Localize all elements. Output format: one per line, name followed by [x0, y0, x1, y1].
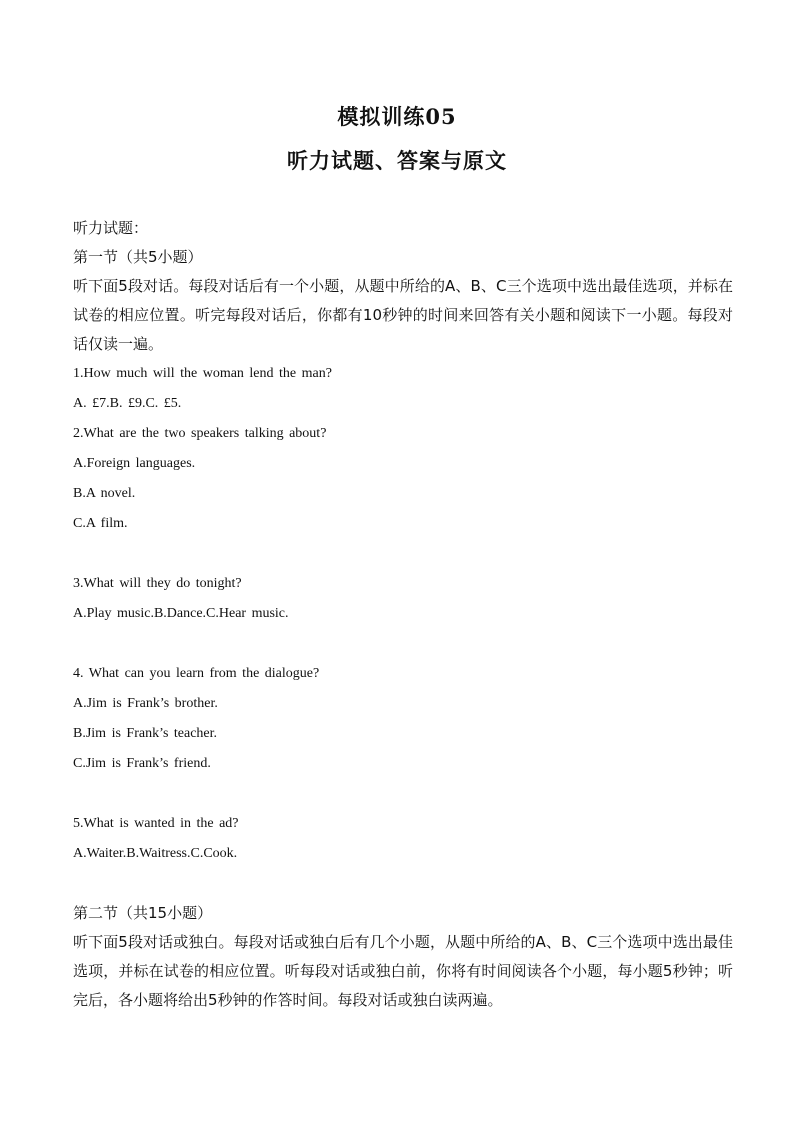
q1-question: 1.How much will the woman lend the man? [73, 366, 332, 381]
q5-question: 5.What is wanted in the ad? [73, 816, 239, 831]
q3-options: A.Play music.B.Dance.C.Hear music. [73, 606, 289, 621]
part2-heading: 第二节（共15小题） [73, 904, 213, 922]
q4-option-a: A.Jim is Frank’s brother. [73, 696, 218, 711]
document-body [73, 214, 733, 1015]
part1-heading: 第一节（共5小题） [73, 248, 203, 266]
q4-question: 4. What can you learn from the dialogue? [73, 666, 320, 681]
document-title: 模拟训练05 [337, 104, 457, 129]
blank-line [73, 539, 733, 569]
q3-question: 3.What will they do tonight? [73, 576, 242, 591]
q5-options: A.Waiter.B.Waitress.C.Cook. [73, 846, 238, 861]
q4-option-b: B.Jim is Frank’s teacher. [73, 726, 218, 741]
part1-instructions: 听下面5段对话。每段对话后有一个小题，从题中所给的A、B、C三个选项中选出最佳选项，并标在试卷的相应位置。听完每段对话后，你都有10秒钟的时间来回答有关小题和阅读下一小题。每段对话仅读一遍。 [73, 277, 733, 353]
q4-option-c: C.Jim is Frank’s friend. [73, 756, 211, 771]
blank-line [73, 629, 733, 659]
q2-question: 2.What are the two speakers talking about? [73, 426, 327, 441]
section-label: 听力试题： [73, 219, 149, 237]
part2-instructions: 听下面5段对话或独白。每段对话或独白后有几个小题，从题中所给的A、B、C三个选项中选出最佳选项，并标在试卷的相应位置。听每段对话或独白前，你将有时间阅读各个小题，每小题5秒钟；听完后，各小题将给出5秒钟的作答时间。每段对话或独白读两遍。 [73, 933, 733, 1009]
q2-option-b: B.A novel. [73, 486, 136, 501]
q1-options: A. £7.B. £9.C. £5. [73, 396, 182, 411]
q2-option-a: A.Foreign languages. [73, 456, 196, 471]
blank-line [73, 779, 733, 809]
q2-option-c: C.A film. [73, 516, 128, 531]
blank-line [73, 869, 733, 899]
document-subtitle: 听力试题、答案与原文 [287, 148, 507, 173]
